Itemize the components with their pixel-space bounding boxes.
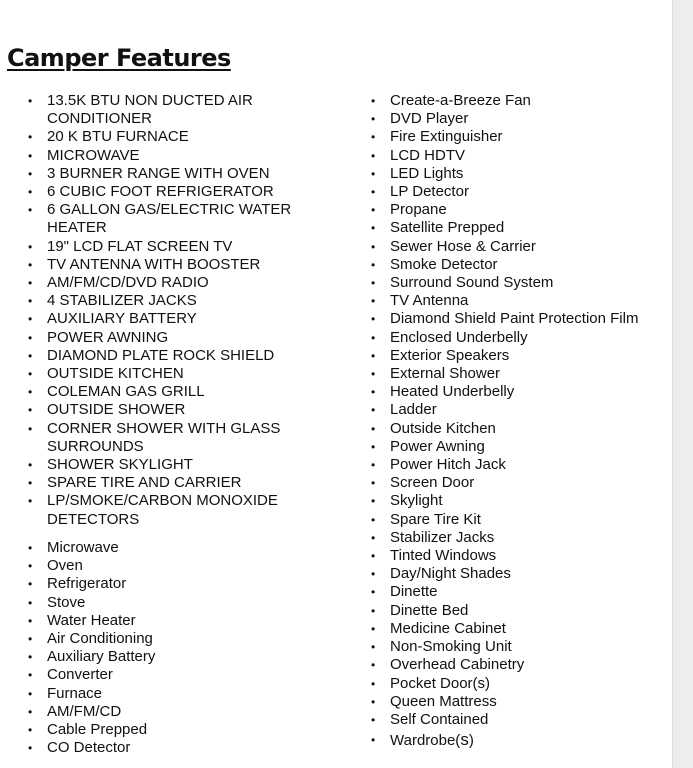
- bullet-icon: •: [28, 130, 33, 145]
- list-item: [28, 255, 347, 274]
- list-item: [28, 346, 347, 365]
- list-item-text: Heated Underbelly: [390, 383, 515, 401]
- list-item: [28, 684, 347, 703]
- bullet-icon: •: [371, 166, 376, 181]
- list-item: [371, 255, 670, 274]
- list-item: [371, 456, 670, 474]
- bullet-icon: •: [28, 148, 33, 163]
- bullet-icon: •: [371, 148, 376, 163]
- bullet-icon: •: [28, 203, 33, 218]
- list-item-text: 20 K BTU FURNACE: [47, 128, 189, 146]
- list-item: [28, 474, 347, 492]
- list-item: [371, 401, 670, 419]
- list-item-text: Exterior Speakers: [390, 346, 510, 364]
- list-item: [371, 437, 670, 456]
- bullet-icon: •: [28, 385, 33, 400]
- list-item: [28, 183, 347, 201]
- list-item-text: CO Detector: [47, 739, 131, 757]
- bullet-icon: •: [28, 348, 33, 363]
- list-item-text: MICROWAVE: [47, 146, 140, 164]
- list-item: [371, 601, 670, 620]
- list-item-text: CONDITIONER: [47, 110, 152, 128]
- bullet-icon: •: [28, 476, 33, 491]
- list-item-text: Outside Kitchen: [390, 419, 496, 437]
- list-item-text: HEATER: [47, 219, 107, 237]
- bullet-icon: •: [28, 239, 33, 254]
- bullet-icon: •: [28, 166, 33, 181]
- list-item: [371, 128, 670, 146]
- list-item-text: 13.5K BTU NON DUCTED AIR: [47, 92, 253, 109]
- list-item: [28, 237, 347, 256]
- list-item-text: Stove: [47, 593, 86, 611]
- list-item: [28, 557, 347, 575]
- bullet-icon: •: [371, 221, 376, 236]
- list-item-text: Diamond Shield Paint Protection Film: [390, 310, 639, 328]
- bullet-icon: •: [28, 494, 33, 509]
- bullet-icon: •: [371, 676, 376, 691]
- list-item: [28, 539, 347, 557]
- list-item-text: 19" LCD FLAT SCREEN TV: [47, 237, 233, 255]
- list-item-text: Water Heater: [47, 611, 136, 629]
- bullet-icon: •: [371, 294, 376, 309]
- bullet-icon: •: [28, 741, 33, 756]
- list-item-text: Ladder: [390, 401, 437, 419]
- list-item-text: Satellite Prepped: [390, 219, 505, 237]
- list-item-text: Self Contained: [390, 710, 489, 728]
- list-item-text: LP Detector: [390, 183, 469, 201]
- bullet-icon: •: [371, 276, 376, 291]
- list-item-text: Skylight: [390, 492, 443, 510]
- list-item-text: Refrigerator: [47, 575, 127, 593]
- scrollbar-gutter[interactable]: [672, 0, 693, 768]
- bullet-icon: •: [371, 185, 376, 200]
- list-item: [28, 666, 347, 684]
- list-item: [28, 575, 347, 593]
- list-item-text: Air Conditioning: [47, 630, 153, 648]
- list-item: [371, 510, 670, 529]
- list-item-text: Create-a-Breeze Fan: [390, 92, 531, 109]
- list-item-text: Microwave: [47, 539, 119, 556]
- bullet-icon: •: [371, 257, 376, 272]
- list-item: [371, 92, 670, 110]
- list-item: [371, 310, 670, 328]
- list-item-text: SHOWER SKYLIGHT: [47, 456, 193, 474]
- list-item: [371, 110, 670, 128]
- list-item-text: Stabilizer Jacks: [390, 528, 495, 546]
- list-item: [371, 365, 670, 383]
- list-item: [28, 383, 347, 401]
- list-item-text: TV ANTENNA WITH BOOSTER: [47, 255, 261, 273]
- list-item: [28, 630, 347, 648]
- list-item: [371, 565, 670, 583]
- list-item-text: Surround Sound System: [390, 274, 554, 292]
- bullet-icon: •: [371, 239, 376, 254]
- bullet-icon: •: [371, 348, 376, 363]
- bullet-icon: •: [371, 421, 376, 436]
- list-item-text: LP/SMOKE/CARBON MONOXIDE: [47, 492, 278, 510]
- list-item-text: Tinted Windows: [390, 547, 497, 565]
- list-item-text: 4 STABILIZER JACKS: [47, 292, 197, 310]
- list-item: [371, 164, 670, 183]
- list-item-text: 6 CUBIC FOOT REFRIGERATOR: [47, 183, 274, 201]
- bullet-icon: •: [28, 541, 33, 555]
- list-item-text: SURROUNDS: [47, 437, 144, 455]
- bullet-icon: •: [28, 403, 33, 418]
- bullet-icon: •: [371, 94, 376, 108]
- list-item-text: Dinette Bed: [390, 601, 469, 619]
- list-item-text: AM/FM/CD/DVD RADIO: [47, 274, 209, 292]
- list-item: [28, 648, 347, 666]
- list-item-text: Sewer Hose & Carrier: [390, 237, 536, 255]
- bullet-icon: •: [371, 367, 376, 382]
- bullet-icon: •: [28, 686, 33, 701]
- list-item: [371, 237, 670, 256]
- list-item: [28, 146, 347, 165]
- bullet-icon: •: [371, 330, 376, 345]
- bullet-icon: •: [28, 294, 33, 309]
- bullet-icon: •: [371, 549, 376, 564]
- bullet-icon: •: [371, 712, 376, 727]
- list-item-text: DVD Player: [390, 110, 469, 128]
- list-item: [371, 383, 670, 401]
- bullet-icon: •: [371, 530, 376, 545]
- list-item: [28, 419, 347, 456]
- list-item: [371, 547, 670, 565]
- bullet-icon: •: [28, 276, 33, 291]
- bullet-icon: •: [28, 595, 33, 610]
- bullet-icon: •: [28, 632, 33, 647]
- list-item: [371, 292, 670, 310]
- list-item-text: Enclosed Underbelly: [390, 328, 528, 346]
- bullet-icon: •: [28, 94, 33, 108]
- bullet-icon: •: [371, 112, 376, 127]
- list-item: [28, 456, 347, 474]
- bullet-icon: •: [371, 403, 376, 418]
- list-item: [28, 721, 347, 739]
- list-item-text: Oven: [47, 557, 83, 575]
- bullet-icon: •: [371, 658, 376, 673]
- list-item-text: Queen Mattress: [390, 692, 497, 710]
- list-item-text: Auxiliary Battery: [47, 648, 156, 666]
- bullet-icon: •: [28, 704, 33, 719]
- list-item-text: TV Antenna: [390, 292, 469, 310]
- list-item-text: SPARE TIRE AND CARRIER: [47, 474, 242, 492]
- list-item: [371, 638, 670, 656]
- list-item: [371, 328, 670, 347]
- bullet-icon: •: [371, 439, 376, 454]
- list-item-text: Power Hitch Jack: [390, 456, 506, 474]
- list-item: [371, 219, 670, 237]
- list-item: [371, 274, 670, 292]
- bullet-icon: •: [371, 603, 376, 618]
- list-item-text: CORNER SHOWER WITH GLASS: [47, 419, 281, 437]
- bullet-icon: •: [371, 694, 376, 709]
- list-item: [28, 310, 347, 328]
- bullet-icon: •: [28, 723, 33, 738]
- list-item-text: Converter: [47, 666, 113, 684]
- list-item: [371, 656, 670, 674]
- list-item: [371, 346, 670, 365]
- list-item-text: Propane: [390, 201, 447, 219]
- list-item-text-large: s: [460, 730, 469, 750]
- list-item-text: AUXILIARY BATTERY: [47, 310, 197, 328]
- bullet-icon: •: [28, 330, 33, 345]
- list-item: [371, 419, 670, 438]
- list-item: [371, 619, 670, 638]
- list-item: [28, 164, 347, 183]
- list-item-text: Medicine Cabinet: [390, 619, 506, 637]
- bullet-icon: •: [371, 567, 376, 582]
- bullet-icon: •: [371, 476, 376, 491]
- page-title: Camper Features: [7, 44, 231, 72]
- bullet-icon: •: [371, 733, 376, 748]
- bullet-icon: •: [371, 458, 376, 473]
- list-item: [28, 292, 347, 310]
- list-item: [371, 474, 670, 492]
- list-item: [371, 583, 670, 601]
- list-item: [28, 593, 347, 612]
- list-item-text: Dinette: [390, 583, 438, 601]
- bullet-icon: •: [28, 367, 33, 382]
- list-item-text: LED Lights: [390, 164, 464, 182]
- bullet-icon: •: [371, 203, 376, 218]
- list-item-text: Overhead Cabinetry: [390, 656, 525, 674]
- list-item-text: 6 GALLON GAS/ELECTRIC WATER: [47, 201, 292, 219]
- list-item-text: 3 BURNER RANGE WITH OVEN: [47, 164, 270, 182]
- list-item: [371, 183, 670, 201]
- list-item-text: Day/Night Shades: [390, 565, 511, 583]
- bullet-icon: •: [371, 640, 376, 655]
- list-item: [371, 692, 670, 711]
- list-item-text: Fire Extinguisher: [390, 128, 503, 146]
- bullet-icon: •: [371, 512, 376, 527]
- bullet-icon: •: [371, 130, 376, 145]
- bullet-icon: •: [28, 650, 33, 665]
- list-item-text: Wardrobe(: [390, 732, 461, 750]
- list-item-text: External Shower: [390, 365, 501, 383]
- list-item: [28, 611, 347, 630]
- list-item: [28, 274, 347, 292]
- list-item-text: OUTSIDE SHOWER: [47, 401, 186, 419]
- list-item-text: Screen Door: [390, 474, 475, 492]
- feature-list-uppercase: [28, 92, 347, 529]
- bullet-icon: •: [28, 577, 33, 592]
- feature-list-options: [371, 92, 670, 750]
- feature-list-standard: [28, 539, 347, 757]
- list-item-text: Pocket Door(s): [390, 674, 491, 692]
- list-item-text: Non-Smoking Unit: [390, 638, 512, 656]
- bullet-icon: •: [28, 613, 33, 628]
- list-item: [28, 201, 347, 237]
- list-item-text: OUTSIDE KITCHEN: [47, 365, 184, 383]
- list-item: [28, 401, 347, 419]
- list-item-text: ): [468, 732, 474, 750]
- bullet-icon: •: [28, 421, 33, 436]
- list-item: [28, 92, 347, 128]
- bullet-icon: •: [371, 585, 376, 600]
- list-item: [371, 201, 670, 219]
- list-item: [371, 528, 670, 547]
- bullet-icon: •: [28, 668, 33, 683]
- list-item: [28, 328, 347, 347]
- bullet-icon: •: [371, 621, 376, 636]
- list-item: [371, 710, 670, 729]
- list-item-text: POWER AWNING: [47, 328, 169, 346]
- list-item: [371, 146, 670, 165]
- bullet-icon: •: [371, 312, 376, 327]
- list-item: [371, 674, 670, 693]
- list-item-text: Smoke Detector: [390, 255, 498, 273]
- list-item: [28, 492, 347, 528]
- list-item: [28, 365, 347, 383]
- list-item: [28, 702, 347, 721]
- list-item-text: COLEMAN GAS GRILL: [47, 383, 205, 401]
- bullet-icon: •: [371, 385, 376, 400]
- bullet-icon: •: [28, 257, 33, 272]
- list-item: [28, 739, 347, 757]
- bullet-icon: •: [28, 312, 33, 327]
- bullet-icon: •: [28, 559, 33, 574]
- list-item-text: DIAMOND PLATE ROCK SHIELD: [47, 346, 275, 364]
- bullet-icon: •: [371, 494, 376, 509]
- list-item-text: Cable Prepped: [47, 721, 148, 739]
- list-item-text: Furnace: [47, 684, 103, 702]
- list-item: [28, 128, 347, 146]
- list-item-text: Spare Tire Kit: [390, 510, 481, 528]
- list-item-text: Power Awning: [390, 437, 485, 455]
- list-item-text: DETECTORS: [47, 510, 140, 528]
- bullet-icon: •: [28, 458, 33, 473]
- list-item-wardrobe: [371, 730, 670, 750]
- list-item: [371, 492, 670, 510]
- list-item-text: LCD HDTV: [390, 146, 466, 164]
- bullet-icon: •: [28, 185, 33, 200]
- list-item-text: AM/FM/CD: [47, 702, 122, 720]
